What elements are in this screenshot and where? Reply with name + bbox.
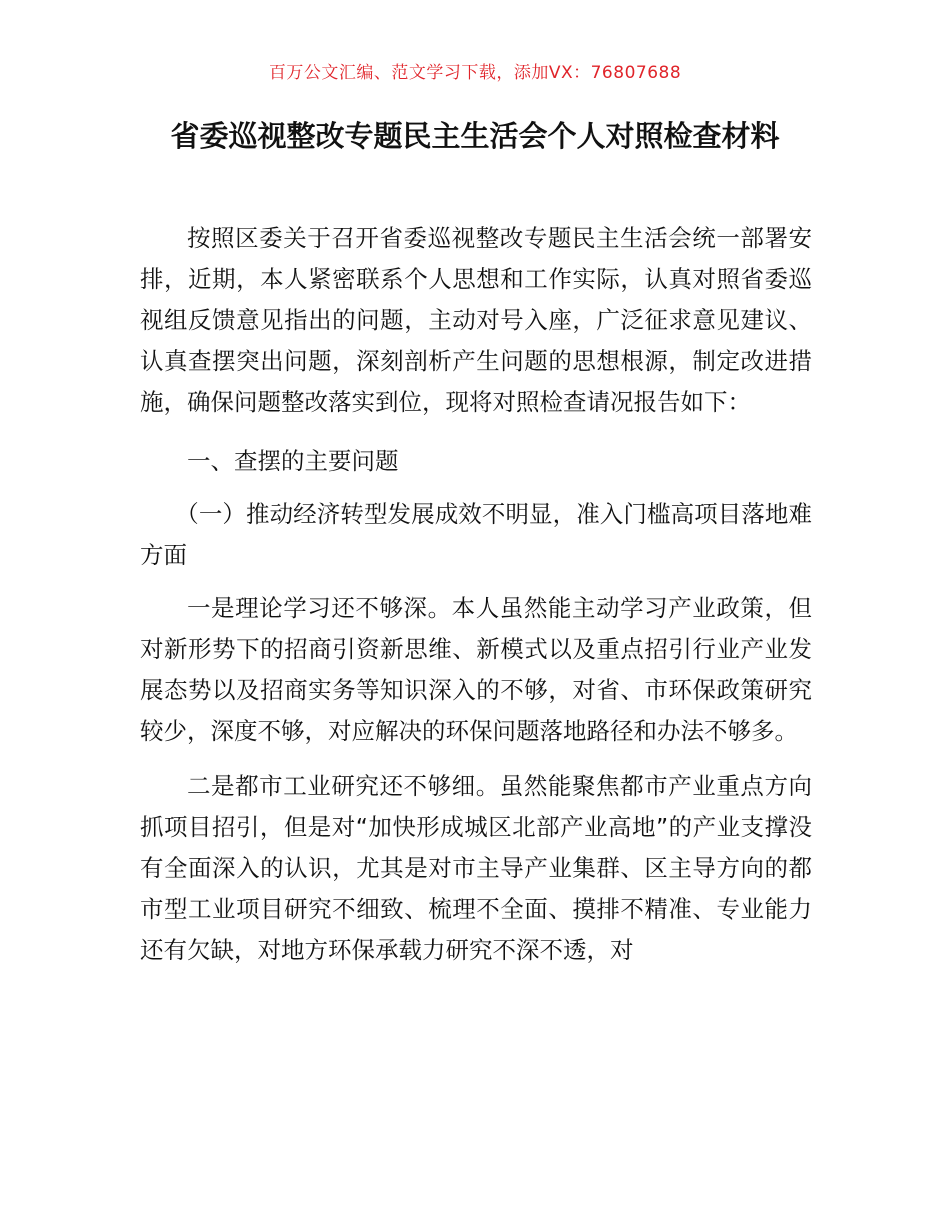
section-heading: 一、查摆的主要问题 bbox=[187, 447, 399, 475]
issue-paragraph-2: 二是都市工业研究还不够细。虽然能聚焦都市产业重点方向抓项目招引，但是对“加快形成城区北部产业高地”的产业支撑没有全面深入的认识，尤其是对市主导产业集群、区主导方向的都市型工业项目研究不细致、梳理不全面、摸排不精准、专业能力还有欠缺，对地方环保承载力研究不深不透，对 bbox=[140, 772, 812, 964]
issue-paragraph-1: 一是理论学习还不够深。本人虽然能主动学习产业政策，但对新形势下的招商引资新思维、新模式以及重点招引行业产业发展态势以及招商实务等知识深入的不够，对省、市环保政策研究较少，深度不够，对应解决的环保问题落地路径和办法不够多。 bbox=[140, 594, 812, 745]
intro-paragraph: 按照区委关于召开省委巡视整改专题民主生活会统一部署安排，近期，本人紧密联系个人思想和工作实际，认真对照省委巡视组反馈意见指出的问题，主动对号入座，广泛征求意见建议、认真查摆突出问题，深刻剖析产生问题的思想根源，制定改进措施，确保问题整改落实到位，现将对照检查请况报告如下： bbox=[140, 224, 812, 416]
header-watermark: 百万公文汇编、范文学习下载，添加VX：76807688 bbox=[268, 63, 682, 83]
document-title: 省委巡视整改专题民主生活会个人对照检查材料 bbox=[170, 119, 780, 153]
subsection-heading: （一）推动经济转型发展成效不明显，准入门槛高项目落地难方面 bbox=[140, 500, 812, 569]
document-body bbox=[140, 218, 812, 985]
